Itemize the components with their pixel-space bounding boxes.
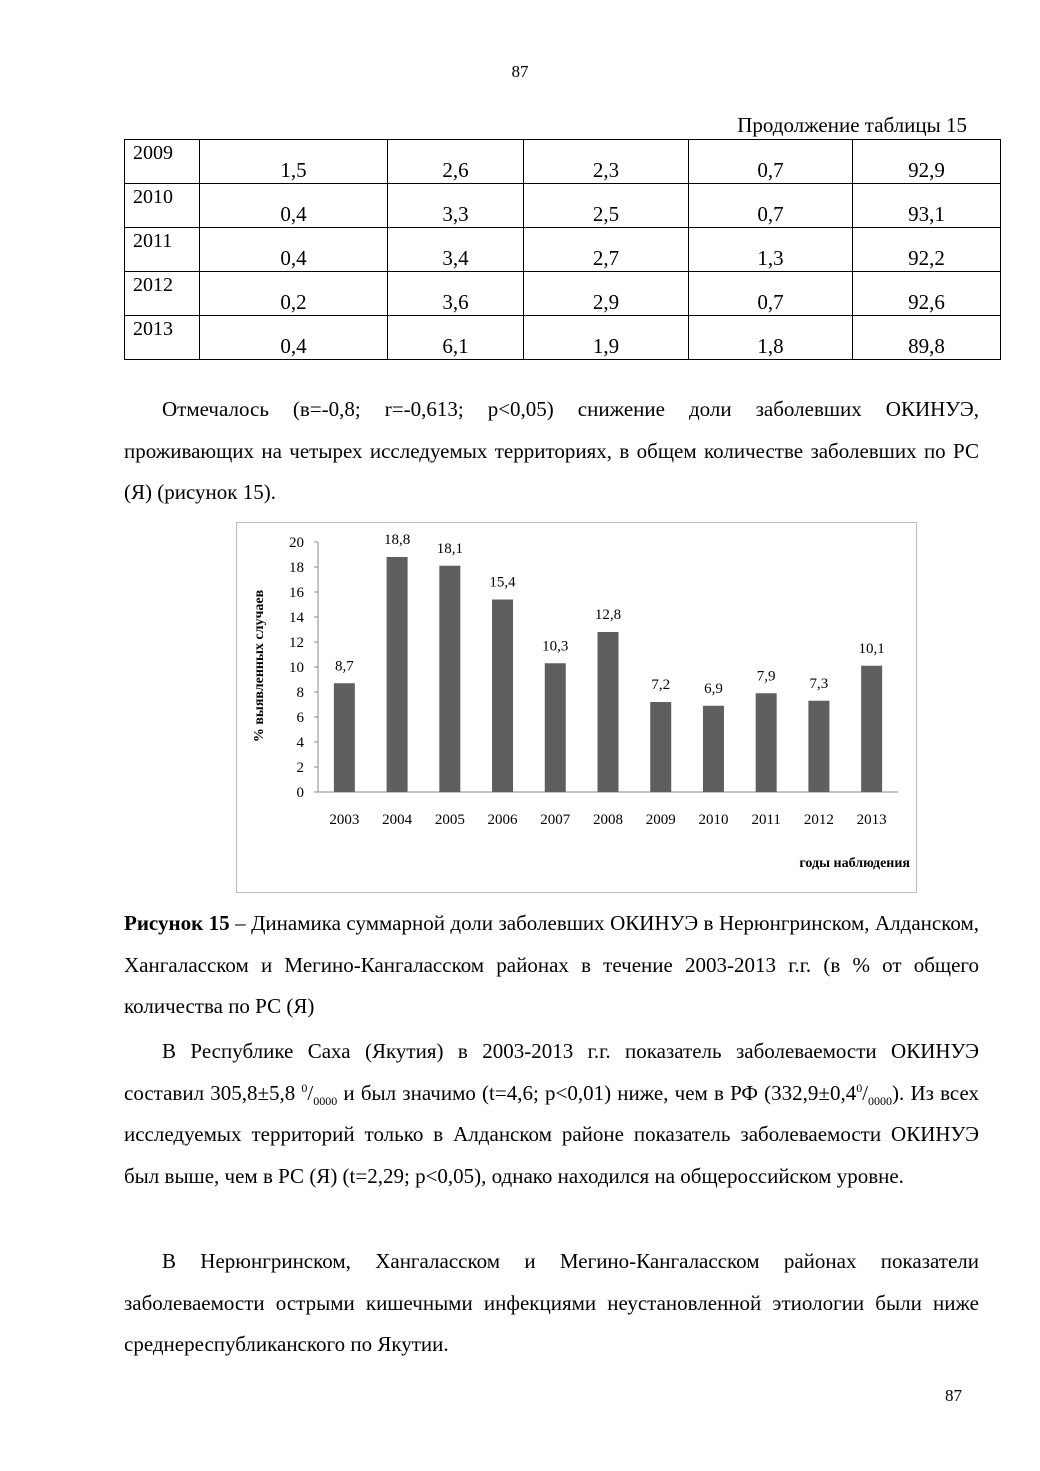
figure-caption-label: Рисунок 15: [124, 911, 230, 935]
table-row: [125, 140, 1001, 184]
subscript: 0000: [313, 1093, 338, 1108]
table-cell: 2,3: [524, 140, 689, 184]
table-row: [125, 184, 1001, 228]
paragraph-1: Отмечалось (в=-0,8; r=-0,613; p<0,05) снижение доли заболевших ОКИНУЭ, проживающих на четырех исследуемых территориях, в общем количестве заболевших по РС (Я) (рисунок 15).: [124, 397, 979, 504]
x-tick-label: 2007: [540, 812, 571, 828]
y-tick-label: 14: [289, 610, 304, 626]
table-cell-year: 2009: [125, 140, 200, 184]
figure-caption: [124, 903, 979, 1028]
bar: [650, 702, 671, 792]
table-cell: 1,3: [689, 228, 853, 272]
y-tick-label: 8: [296, 685, 304, 701]
data-label: 18,1: [436, 540, 463, 557]
x-tick-label: 2008: [593, 812, 623, 828]
table-cell: 0,4: [200, 228, 388, 272]
table-cell: 1,5: [200, 140, 388, 184]
x-tick-label: 2005: [434, 812, 465, 828]
table-cell: 6,1: [388, 316, 524, 360]
page-number-bottom: 87: [945, 1386, 962, 1405]
x-tick-label: 2012: [803, 812, 834, 828]
table-cell: 2,9: [524, 272, 689, 316]
data-label: 10,3: [542, 638, 569, 655]
y-tick-label: 6: [296, 710, 304, 726]
data-label: 15,4: [489, 574, 516, 591]
data-label: 12,8: [594, 607, 622, 623]
table-cell: 92,9: [853, 140, 1001, 184]
bar-chart: [236, 522, 917, 893]
bar: [387, 557, 408, 792]
y-tick-label: 4: [296, 735, 304, 751]
table-cell: 0,7: [689, 272, 853, 316]
table-cell: 0,4: [200, 184, 388, 228]
table-row: [125, 316, 1001, 360]
x-tick-label: 2009: [645, 812, 676, 828]
y-tick-label: 0: [296, 785, 304, 801]
data-label: 7,2: [651, 677, 671, 693]
x-tick-label: 2010: [698, 812, 729, 828]
bar: [492, 600, 513, 793]
table-cell: 2,7: [524, 228, 689, 272]
superscript: 0: [856, 1080, 863, 1095]
superscript: 0: [301, 1080, 308, 1095]
y-tick-label: 2: [296, 760, 304, 776]
bar: [598, 632, 619, 792]
paragraph-2-text: и был значимо (t=4,6; p<0,01) ниже, чем в РФ (332,9±0,4: [337, 1080, 857, 1105]
table-cell: 2,6: [388, 140, 524, 184]
y-tick-label: 16: [289, 585, 304, 601]
table-cell-year: 2010: [125, 184, 200, 228]
page-number-top: 87: [511, 62, 529, 81]
table-cell: 0,7: [689, 184, 853, 228]
table-cell: 0,4: [200, 316, 388, 360]
bar: [334, 683, 355, 792]
x-tick-label: 2004: [382, 812, 413, 828]
table-cell: 0,2: [200, 272, 388, 316]
figure-caption-text: – Динамика суммарной доли заболевших ОКИНУЭ в Нерюнгринском, Алданском, Хангаласском и Мегино-Кангаласском районах в течение 2003-2013 г.г. (в % от общего количества по РС (Я): [124, 911, 980, 1018]
subscript: 0000: [868, 1093, 893, 1108]
bar: [439, 566, 460, 792]
y-tick-label: 10: [289, 660, 304, 676]
data-label: 7,3: [809, 675, 829, 692]
table-cell-year: 2011: [125, 228, 200, 272]
data-label: 7,9: [756, 668, 776, 685]
bar: [756, 693, 777, 792]
table-cell: 1,9: [524, 316, 689, 360]
bar-chart-svg: [237, 523, 918, 894]
paragraph-3: В Нерюнгринском, Хангаласском и Мегино-Кангаласском районах показатели заболеваемости острыми кишечными инфекциями неустановленной этиологии были ниже среднереспубликанского по Якутии.: [124, 1249, 979, 1356]
table-cell: 3,4: [388, 228, 524, 272]
table-row: [125, 228, 1001, 272]
table-cell: 89,8: [853, 316, 1001, 360]
slash: /: [862, 1080, 869, 1105]
data-label: 8,7: [334, 658, 354, 675]
bar: [545, 663, 566, 792]
table-row: [125, 272, 1001, 316]
table-cell: 0,7: [689, 140, 853, 184]
bar: [808, 701, 829, 792]
table-cell: 1,8: [689, 316, 853, 360]
table-cell: 3,6: [388, 272, 524, 316]
x-tick-label: 2003: [329, 812, 360, 828]
slash: /: [307, 1080, 314, 1105]
x-tick-label: 2011: [751, 812, 781, 828]
bar: [703, 706, 724, 792]
x-tick-label: 2013: [856, 812, 887, 828]
paragraph-2: [124, 1031, 979, 1197]
x-tick-label: 2006: [487, 812, 518, 828]
table-cell: 93,1: [853, 184, 1001, 228]
y-tick-label: 20: [289, 535, 304, 551]
y-tick-label: 18: [289, 560, 304, 576]
table-cell: 92,2: [853, 228, 1001, 272]
paragraph-2-text: В Республике Саха (Якутия) в 2003-2013 г.г. показатель заболеваемости ОКИНУЭ составил 305,8±5,8: [124, 1039, 979, 1105]
table-cell: 2,5: [524, 184, 689, 228]
data-table: [124, 139, 1001, 360]
table-cell-year: 2012: [125, 272, 200, 316]
table-caption: Продолжение таблицы 15: [737, 113, 967, 137]
table-cell: 3,3: [388, 184, 524, 228]
data-label: 10,1: [858, 640, 885, 657]
table-cell-year: 2013: [125, 316, 200, 360]
y-tick-label: 12: [289, 635, 304, 651]
data-label: 18,8: [383, 532, 411, 548]
bar: [861, 666, 882, 792]
x-axis-title: годы наблюдения: [799, 856, 910, 871]
paragraph-2-text: ). Из всех исследуемых территорий только в Алданском районе показатель заболеваемости ОКИНУЭ был выше, чем в РС (Я) (t=2,29; p<0,05), однако находился на общероссийском уровне.: [124, 1080, 979, 1188]
table-cell: 92,6: [853, 272, 1001, 316]
data-label: 6,9: [704, 680, 723, 697]
y-axis-title: % выявленных случаев: [252, 589, 267, 743]
